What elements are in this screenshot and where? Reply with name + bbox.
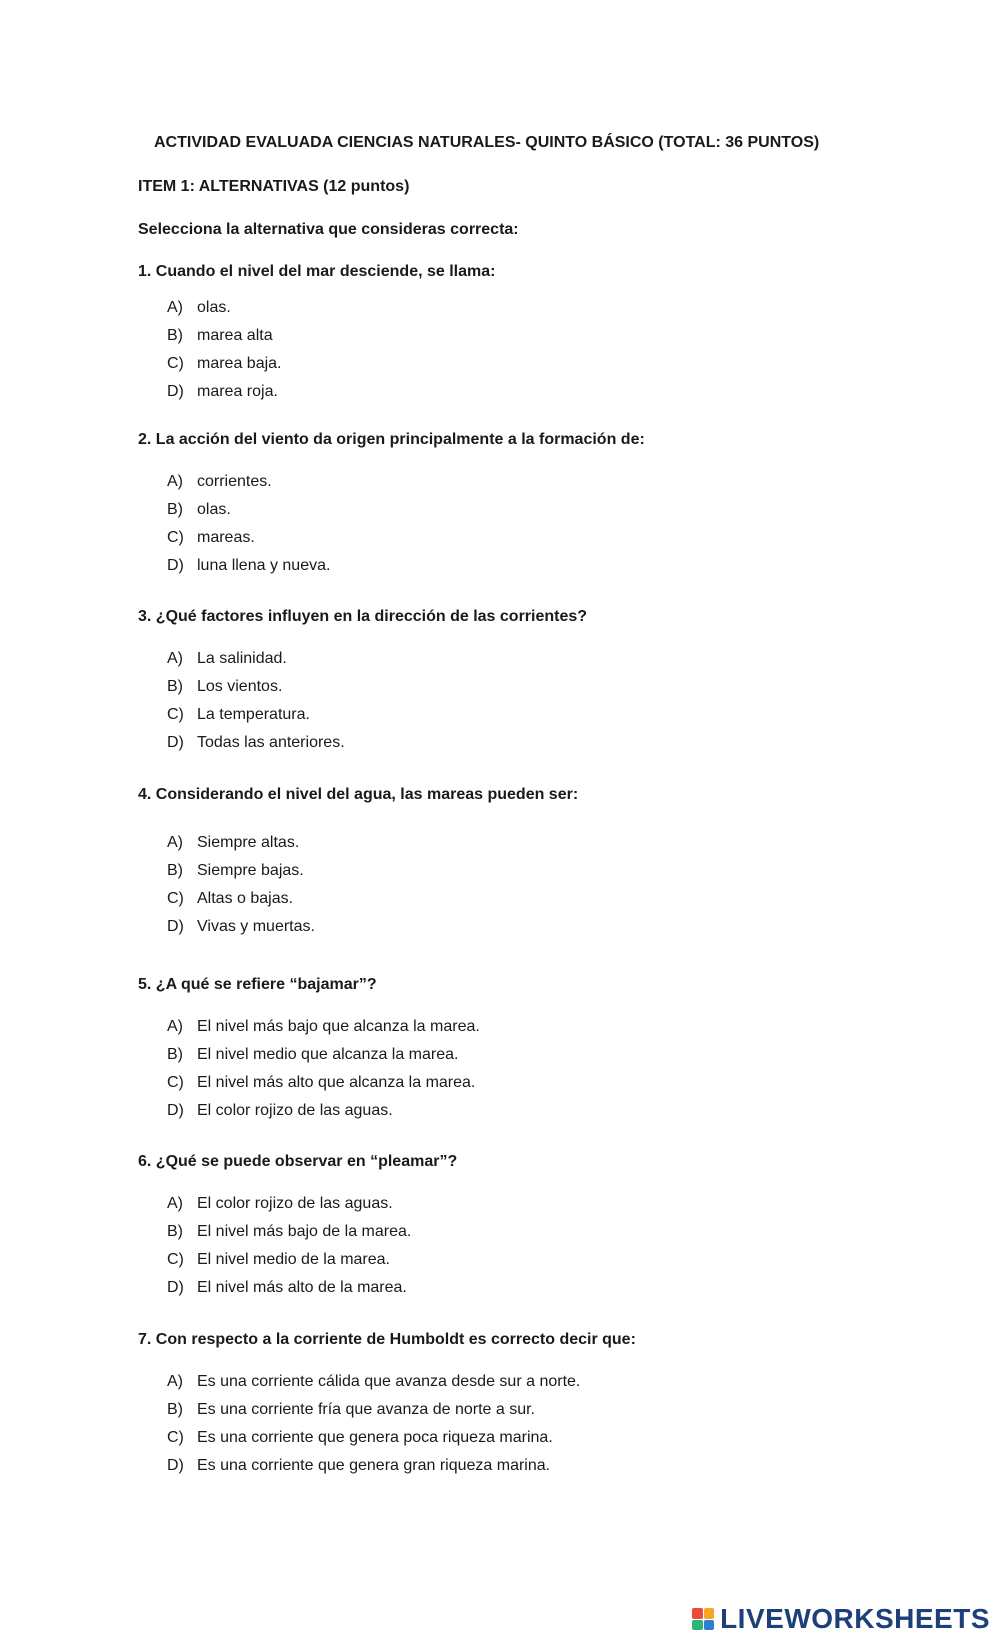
options-list [138, 298, 938, 410]
option-letter: A) [167, 1018, 183, 1035]
option-text: marea baja. [197, 355, 282, 372]
option-b[interactable] [138, 1400, 938, 1428]
option-d[interactable] [138, 733, 938, 761]
option-c[interactable] [138, 889, 938, 917]
options-list [138, 1194, 938, 1306]
option-text: Los vientos. [197, 678, 283, 695]
option-text: La salinidad. [197, 650, 287, 667]
page-title: ACTIVIDAD EVALUADA CIENCIAS NATURALES- QUINTO BÁSICO (TOTAL: 36 PUNTOS) [154, 134, 820, 151]
option-text: El nivel más bajo de la marea. [197, 1223, 412, 1240]
option-a[interactable] [138, 1372, 938, 1400]
option-d[interactable] [138, 382, 938, 410]
logo-text: LIVEWORKSHEETS [720, 1603, 990, 1634]
option-text: Siempre bajas. [197, 862, 304, 879]
option-letter: B) [167, 1401, 183, 1418]
option-text: Es una corriente que genera poca riqueza marina. [197, 1429, 553, 1446]
option-d[interactable] [138, 556, 938, 584]
option-letter: A) [167, 650, 183, 667]
option-text: Siempre altas. [197, 834, 300, 851]
option-text: marea alta [197, 327, 273, 344]
option-text: La temperatura. [197, 706, 310, 723]
option-letter: D) [167, 918, 184, 935]
option-letter: D) [167, 1279, 184, 1296]
option-letter: D) [167, 557, 184, 574]
option-text: Es una corriente fría que avanza de norte a sur. [197, 1401, 535, 1418]
option-text: corrientes. [197, 473, 272, 490]
option-a[interactable] [138, 833, 938, 861]
item-heading: ITEM 1: ALTERNATIVAS (12 puntos) [138, 178, 410, 195]
option-text: Todas las anteriores. [197, 734, 345, 751]
options-list [138, 833, 938, 945]
option-a[interactable] [138, 649, 938, 677]
option-text: Altas o bajas. [197, 890, 294, 907]
logo-grid-icon [692, 1608, 714, 1630]
question-text: 1. Cuando el nivel del mar desciende, se llama: [138, 263, 496, 280]
question-1 [138, 262, 938, 410]
option-letter: C) [167, 1251, 184, 1268]
option-letter: B) [167, 501, 183, 518]
option-text: marea roja. [197, 383, 278, 400]
question-text: 5. ¿A qué se refiere “bajamar”? [138, 976, 377, 993]
instruction-text: Selecciona la alternativa que consideras correcta: [138, 221, 519, 238]
option-a[interactable] [138, 472, 938, 500]
option-text: Vivas y muertas. [197, 918, 315, 935]
logo-square-orange [704, 1608, 715, 1619]
options-list [138, 649, 938, 761]
question-text: 2. La acción del viento da origen principalmente a la formación de: [138, 431, 645, 448]
option-letter: B) [167, 327, 183, 344]
question-6 [138, 1152, 938, 1306]
option-letter: C) [167, 890, 184, 907]
option-letter: C) [167, 706, 184, 723]
option-letter: B) [167, 1046, 183, 1063]
logo-square-green [692, 1620, 703, 1631]
option-text: El nivel medio que alcanza la marea. [197, 1046, 459, 1063]
option-text: El nivel más alto que alcanza la marea. [197, 1074, 476, 1091]
option-text: El nivel medio de la marea. [197, 1251, 390, 1268]
question-7 [138, 1330, 938, 1484]
liveworksheets-logo[interactable] [692, 1603, 990, 1635]
option-b[interactable] [138, 326, 938, 354]
option-letter: A) [167, 1195, 183, 1212]
option-a[interactable] [138, 1017, 938, 1045]
option-d[interactable] [138, 917, 938, 945]
logo-square-blue [704, 1620, 715, 1631]
option-b[interactable] [138, 500, 938, 528]
option-text: Es una corriente que genera gran riqueza marina. [197, 1457, 551, 1474]
option-c[interactable] [138, 1250, 938, 1278]
logo-square-red [692, 1608, 703, 1619]
question-3 [138, 607, 938, 761]
option-letter: C) [167, 1074, 184, 1091]
option-c[interactable] [138, 1428, 938, 1456]
option-letter: A) [167, 834, 183, 851]
option-text: El nivel más bajo que alcanza la marea. [197, 1018, 480, 1035]
option-c[interactable] [138, 354, 938, 382]
option-letter: C) [167, 529, 184, 546]
option-b[interactable] [138, 677, 938, 705]
option-letter: D) [167, 1102, 184, 1119]
option-text: olas. [197, 501, 231, 518]
option-d[interactable] [138, 1456, 938, 1484]
question-text: 6. ¿Qué se puede observar en “pleamar”? [138, 1153, 458, 1170]
option-text: mareas. [197, 529, 255, 546]
option-a[interactable] [138, 1194, 938, 1222]
question-5 [138, 975, 938, 1129]
options-list [138, 1017, 938, 1129]
option-letter: C) [167, 355, 184, 372]
option-b[interactable] [138, 861, 938, 889]
option-letter: D) [167, 383, 184, 400]
option-d[interactable] [138, 1101, 938, 1129]
option-text: El color rojizo de las aguas. [197, 1102, 393, 1119]
option-letter: B) [167, 678, 183, 695]
option-a[interactable] [138, 298, 938, 326]
option-letter: D) [167, 734, 184, 751]
option-letter: B) [167, 1223, 183, 1240]
option-c[interactable] [138, 705, 938, 733]
option-letter: A) [167, 1373, 183, 1390]
option-letter: A) [167, 473, 183, 490]
option-letter: C) [167, 1429, 184, 1446]
question-text: 7. Con respecto a la corriente de Humboldt es correcto decir que: [138, 1331, 636, 1348]
options-list [138, 1372, 938, 1484]
option-text: El color rojizo de las aguas. [197, 1195, 393, 1212]
option-text: olas. [197, 299, 231, 316]
question-4 [138, 785, 938, 945]
option-b[interactable] [138, 1045, 938, 1073]
question-2 [138, 430, 938, 584]
option-letter: D) [167, 1457, 184, 1474]
options-list [138, 472, 938, 584]
question-text: 3. ¿Qué factores influyen en la dirección de las corrientes? [138, 608, 588, 625]
option-letter: A) [167, 299, 183, 316]
option-text: Es una corriente cálida que avanza desde sur a norte. [197, 1373, 581, 1390]
option-c[interactable] [138, 1073, 938, 1101]
option-letter: B) [167, 862, 183, 879]
option-c[interactable] [138, 528, 938, 556]
option-b[interactable] [138, 1222, 938, 1250]
option-d[interactable] [138, 1278, 938, 1306]
option-text: El nivel más alto de la marea. [197, 1279, 407, 1296]
option-text: luna llena y nueva. [197, 557, 331, 574]
question-text: 4. Considerando el nivel del agua, las mareas pueden ser: [138, 786, 579, 803]
